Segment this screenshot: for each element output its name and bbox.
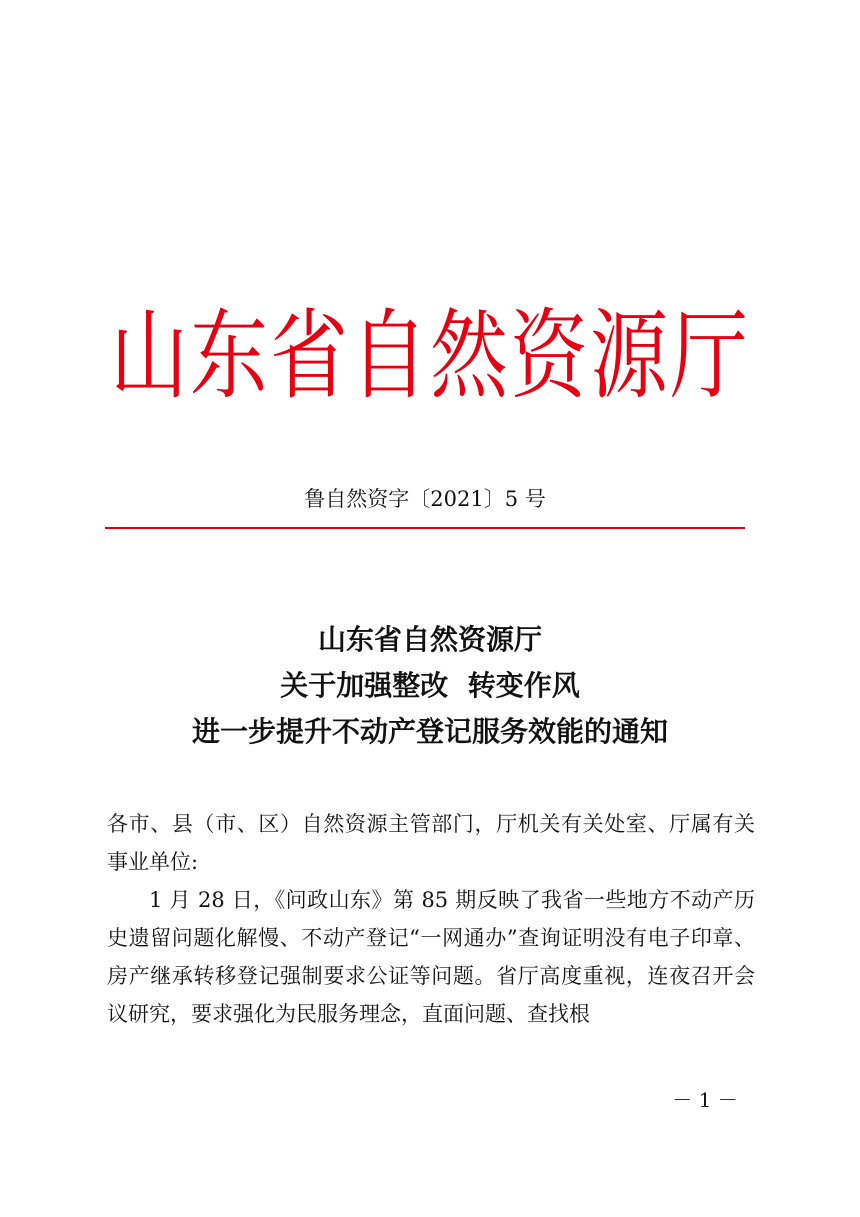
title-line-3: 进一步提升不动产登记服务效能的通知 <box>191 715 668 748</box>
document-number: 鲁自然资字〔2021〕5 号 <box>304 487 546 511</box>
body-paragraph: 1 月 28 日，《问政山东》第 85 期反映了我省一些地方不动产历史遗留问题化解慢、不动产登记“一网通办”查询证明没有电子印章、房产继承转移登记强制要求公证等问题。省厅高度重视，连夜召开会议研究，要求强化为民服务理念，直面问题、查找根 <box>107 888 755 1026</box>
title-line-1: 山东省自然资源厅 <box>317 623 542 656</box>
document-title <box>105 617 755 755</box>
salutation: 各市、县（市、区）自然资源主管部门，厅机关有关处室、厅属有关事业单位: <box>107 812 755 874</box>
title-line-2: 关于加强整改 转变作风 <box>280 669 580 702</box>
page-number: － 1 － <box>672 1088 738 1112</box>
document-body <box>107 805 755 1033</box>
red-divider-line <box>105 527 745 529</box>
red-masthead: 山东省自然资源厅 <box>109 300 750 413</box>
